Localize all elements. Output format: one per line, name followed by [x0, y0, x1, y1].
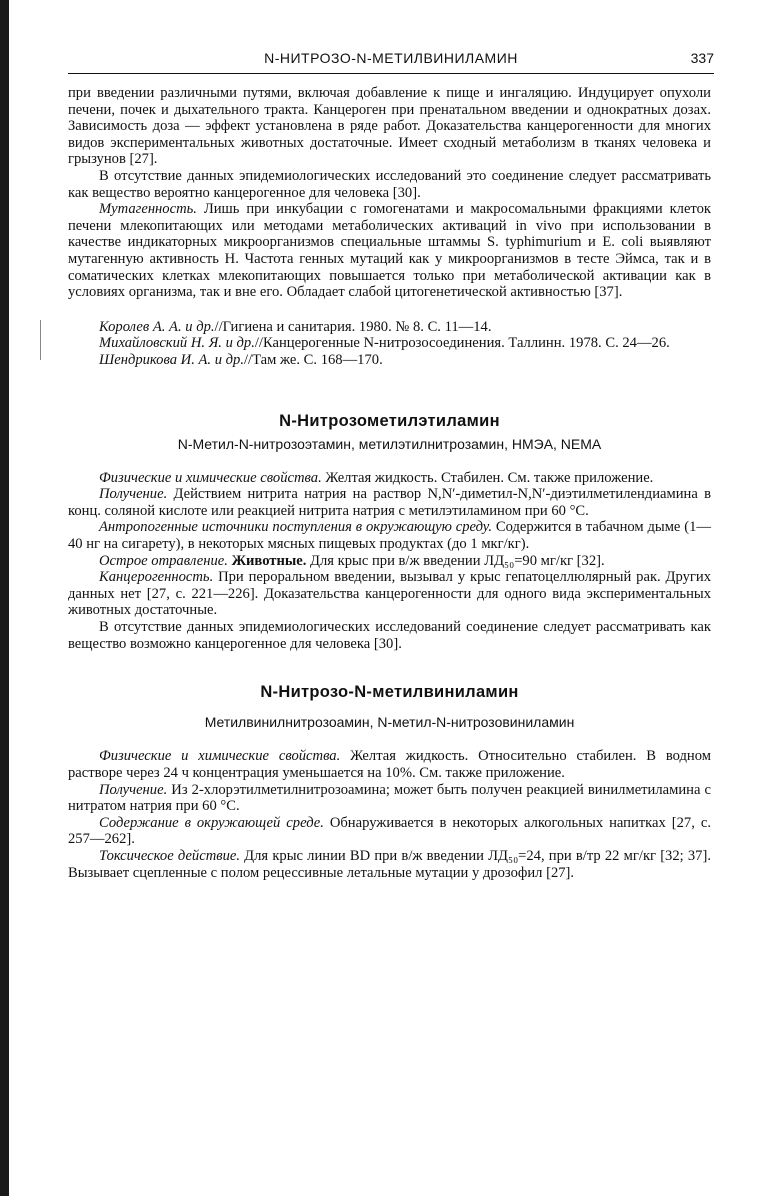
running-header [68, 50, 714, 72]
lead-term: Острое отравление. [99, 552, 228, 569]
paragraph [68, 782, 711, 815]
paragraph: при введении различными путями, включая добавление к пище и ингаляцию. Индуцирует опухоли печени, почек и дыхательного тракта. Канцероген при пренатальном введении и однократных дозах. Зависимость доза — эффект установлена в ряде работ. Доказательства канцерогенности для многих видов экспериментальных животных достаточные. Имеет сходный метаболизм в тканях человека и грызунов [27]. [68, 85, 711, 168]
paragraph: В отсутствие данных эпидемиологических исследований соединение следует рассматривать как вещество возможно канцерогенное для человека [30]. [68, 619, 711, 652]
paragraph [68, 553, 711, 570]
paragraph-text: Обнаруживается в некоторых алкогольных напитках [27, с. 257—262]. [68, 814, 711, 848]
lead-term: Токсическое действие. [99, 847, 240, 864]
reference-list [68, 319, 711, 369]
reference-source: //Канцерогенные N-нитрозосоединения. Таллинн. 1978. С. 24—26. [254, 335, 670, 352]
lead-term: Канцерогенность. [99, 569, 214, 586]
paragraph-text: Для крыс при в/ж введении ЛД₅₀=90 мг/кг [32]. [306, 552, 605, 569]
paragraph [68, 486, 711, 519]
paragraph-text: Желтая жидкость. Относительно стабилен. В водном растворе через 24 ч концентрация уменьшается на 10%. См. также приложение. [68, 748, 711, 781]
lead-term: Содержание в окружающей среде. [99, 814, 324, 831]
paragraph-mutagenicity [68, 201, 711, 301]
paragraph-text: При пероральном введении, вызывал у крыс гепатоцеллюлярный рак. Других данных нет [27, с. 221—226]. Доказательства канцерогенности для одного вида экспериментальных животных достаточные. [68, 569, 711, 619]
running-title: N-НИТРОЗО-N-МЕТИЛВИНИЛАМИН [264, 50, 518, 66]
reference-source: //Там же. С. 168—170. [243, 351, 383, 368]
scan-edge [0, 0, 9, 1196]
lead-term: Физические и химические свойства. [99, 469, 322, 486]
page-number: 337 [690, 50, 714, 66]
paragraph [68, 470, 711, 487]
paragraph [68, 519, 711, 552]
reference-authors: Королев А. А. и др. [99, 318, 215, 335]
reference [68, 319, 711, 336]
page-body [68, 85, 711, 881]
paragraph [68, 848, 711, 881]
header-rule [68, 73, 714, 74]
reference [68, 335, 711, 352]
paragraph [68, 748, 711, 781]
paragraph-text: Лишь при инкубации с гомогенатами и макросомальными фракциями клеток печени млекопитающих или методами метаболических активаций in vivo при использовании в качестве индикаторных микроорганизмов специальные штаммы S. typhimurium и E. coli выявляют мутагенную активность Н. Частота генных мутаций как у микроорганизмов в тесте Эймса, так и в соматических клетках млекопитающих повышается только при метаболической активации как в условиях организма, так и вне его. Обладает слабой цитогенетической активностью [37]. [68, 201, 711, 301]
paragraph-text: Желтая жидкость. Стабилен. См. также приложение. [321, 469, 654, 486]
bold-term: Животные. [227, 552, 307, 569]
margin-mark [40, 320, 41, 360]
paragraph-text: Действием нитрита натрия на раствор N,N′-диметил-N,N′-диэтилметилендиамина в конц. соляной кислоте или реакцией нитрита натрия с метилэтиламином при 60 °С. [68, 486, 711, 519]
reference-source: //Гигиена и санитария. 1980. № 8. С. 11—14. [214, 318, 492, 335]
reference [68, 352, 711, 369]
lead-term: Мутагенность. [99, 201, 197, 218]
lead-term: Получение. [99, 781, 168, 798]
section-synonyms: N-Метил-N-нитрозоэтамин, метилэтилнитрозамин, НМЭА, NEMA [177, 436, 602, 453]
paragraph-text: Для крыс линии BD при в/ж введении ЛД₅₀=24, при в/тр 22 мг/кг [32; 37]. Вызывает сцепленные с полом рецессивные летальные мутации у дрозофил [27]. [68, 847, 711, 881]
paragraph-text: Из 2-хлорэтилметилнитрозоамина; может быть получен реакцией винилметиламина с нитратом натрия при 60 °С. [68, 781, 711, 815]
section-title: N-Нитрозометилэтиламин [279, 411, 500, 430]
section-synonyms: Метилвинилнитрозоамин, N-метил-N-нитрозовиниламин [204, 713, 575, 730]
lead-term: Физические и химические свойства. [99, 748, 341, 765]
lead-term: Получение. [99, 486, 168, 503]
reference-authors: Шендрикова И. А. и др. [99, 351, 244, 368]
paragraph [68, 815, 711, 848]
section-title: N-Нитрозо-N-метилвиниламин [260, 683, 519, 702]
reference-authors: Михайловский Н. Я. и др. [99, 335, 255, 352]
paragraph-text: Содержится в табачном дыме (1—40 нг на сигарету), в некоторых мясных пищевых продуктах (до 1 мкг/кг). [68, 519, 711, 553]
paragraph: В отсутствие данных эпидемиологических исследований это соединение следует рассматривать как вещество вероятно канцерогенное для человека [30]. [68, 167, 711, 201]
lead-term: Антропогенные источники поступления в окружающую среду. [99, 519, 493, 536]
paragraph [68, 569, 711, 619]
